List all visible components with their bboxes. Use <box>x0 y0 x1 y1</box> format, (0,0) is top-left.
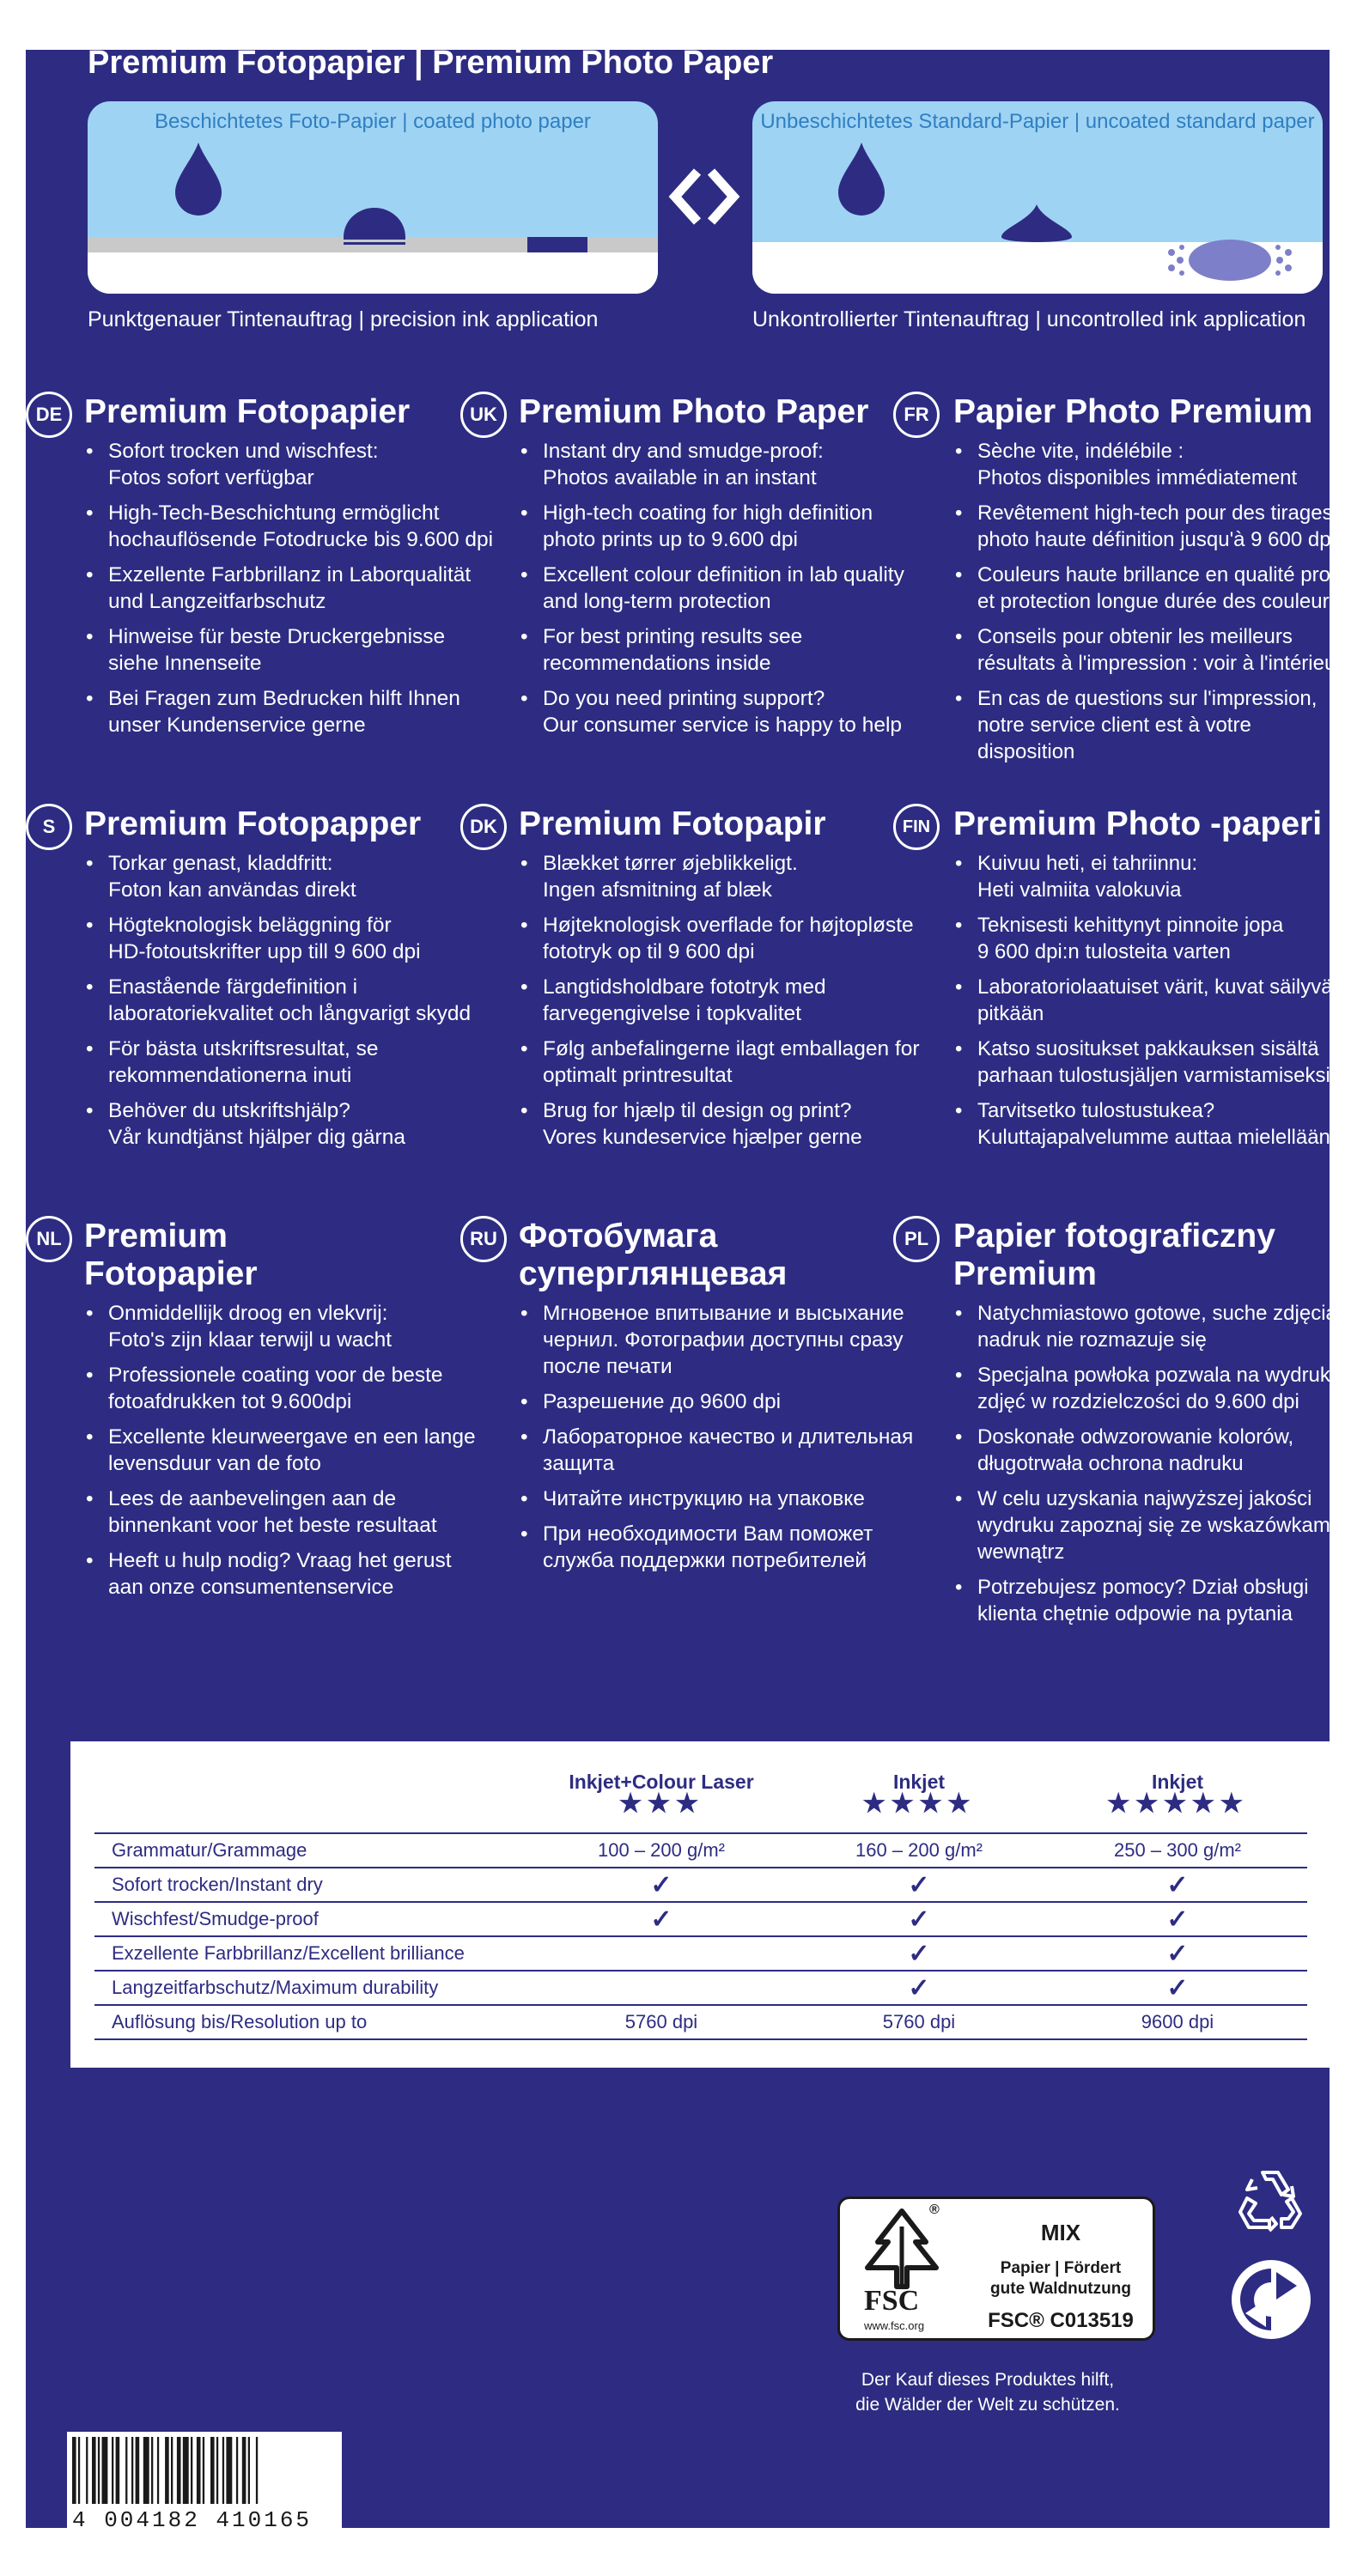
recycling-icon <box>1232 2164 1309 2236</box>
uncoated-paper-caption: Unkontrollierter Tintenauftrag | uncontrolled ink application <box>752 307 1306 331</box>
bullet-list-nl <box>84 1300 476 1609</box>
list-item: • Разрешение до 9600 dpi <box>519 1388 913 1415</box>
barcode-bar <box>236 2437 238 2504</box>
comparison-arrows-icon <box>668 168 740 225</box>
check-icon: ✓ <box>1048 1902 1307 1936</box>
list-item: • Couleurs haute brillance en qualité pro et protection longue durée des couleurs <box>953 562 1342 615</box>
column-header: Inkjet ★★★★★ <box>1048 1771 1307 1833</box>
star-rating: ★★★ <box>618 1789 704 1818</box>
list-item: • Professionele coating voor de beste fotoafdrukken tot 9.600dpi <box>84 1362 476 1415</box>
barcode-bar <box>210 2437 215 2504</box>
list-item: • Kuivuu heti, ei tahriinnu: Heti valmiita valokuvia <box>953 850 1338 903</box>
section-title-dk: Premium Fotopapir <box>519 805 826 842</box>
barcode-bar <box>86 2437 88 2504</box>
list-item: • En cas de questions sur l'impression, notre service client est à votre disposition <box>953 685 1342 765</box>
uncoated-paper-title: Unbeschichtetes Standard-Papier | uncoated standard paper <box>760 110 1315 133</box>
barcode-bar <box>92 2437 96 2504</box>
list-item: • Potrzebujesz pomocy? Dział obsługi klienta chętnie odpowie na pytania <box>953 1574 1343 1627</box>
bullet-list-de <box>84 438 493 747</box>
ink-drop-icon <box>835 141 888 218</box>
list-item: • Katso suositukset pakkauksen sisältä parhaan tulostusjäljen varmistamiseksi <box>953 1036 1338 1089</box>
barcode-bar <box>197 2437 201 2504</box>
barcode-bar <box>78 2437 80 2504</box>
table-cell <box>532 1936 790 1971</box>
ink-dot-on-coating-icon <box>342 206 407 247</box>
table-cell: 5760 dpi <box>532 2005 790 2039</box>
footer-line1: Der Kauf dieses Produktes hilft, <box>861 2370 1115 2390</box>
table-row <box>94 1833 1307 1868</box>
barcode-bar <box>226 2437 232 2504</box>
fsc-mix: MIX <box>1040 2220 1081 2245</box>
uncoated-paper-card <box>752 101 1323 294</box>
page-title: Premium Fotopapier | Premium Photo Paper <box>88 45 774 81</box>
barcode-bar <box>131 2437 133 2504</box>
check-icon: ✓ <box>1048 1936 1307 1971</box>
bullet-list-fin <box>953 850 1338 1159</box>
list-item: • Мгновеное впитывание и высыхание чернил. Фотографии доступны сразу после печати <box>519 1300 913 1380</box>
barcode-bar <box>242 2437 246 2504</box>
list-item: • Teknisesti kehittynyt pinnoite jopa 9 600 dpi:n tulosteita varten <box>953 912 1338 965</box>
list-item: • Excellent colour definition in lab quality and long-term protection <box>519 562 904 615</box>
list-item: • W celu uzyskania najwyższej jakości wydruku zapoznaj się ze wskazówkami wewnątrz <box>953 1485 1343 1565</box>
table-cell <box>532 1971 790 2005</box>
section-title-de: Premium Fotopapier <box>84 393 411 430</box>
list-item: • Instant dry and smudge-proof: Photos available in an instant <box>519 438 904 491</box>
fsc-code: FSC® C013519 <box>988 2309 1134 2332</box>
coated-paper-caption: Punktgenauer Tintenauftrag | precision ink application <box>88 307 599 331</box>
language-badge-uk: UK <box>460 392 507 438</box>
list-item: • Brug for hjælp til design og print? Vores kundeservice hjælper gerne <box>519 1097 920 1151</box>
list-item: • Behöver du utskriftshjälp? Vår kundtjänst hjälper dig gärna <box>84 1097 471 1151</box>
list-item: • Conseils pour obtenir les meilleurs résultats à l'impression : voir à l'intérieur <box>953 623 1342 677</box>
barcode-bars <box>72 2437 347 2512</box>
list-item: • Langtidsholdbare fototryk med farvegengivelse i topkvalitet <box>519 974 920 1027</box>
barcode-bar <box>157 2437 159 2504</box>
row-label: Grammatur/Grammage <box>94 1833 532 1868</box>
barcode-bar <box>102 2437 108 2504</box>
bullet-list-s <box>84 850 471 1159</box>
table-row <box>94 2005 1307 2039</box>
row-label: Auflösung bis/Resolution up to <box>94 2005 532 2039</box>
coated-paper-card <box>88 101 658 294</box>
barcode-bar <box>256 2437 258 2504</box>
registered-mark: ® <box>929 2202 940 2217</box>
list-item: • Doskonałe odwzorowanie kolorów, długotrwała ochrona nadruku <box>953 1424 1343 1477</box>
language-badge-fr: FR <box>893 392 940 438</box>
list-item: • Højteknologisk overflade for højtopløste fototryk op til 9 600 dpi <box>519 912 920 965</box>
bullet-list-uk <box>519 438 904 747</box>
barcode-bar <box>171 2437 173 2504</box>
list-item: • Heeft u hulp nodig? Vraag het gerust aan onze consumentenservice <box>84 1547 476 1601</box>
row-label: Exzellente Farbbrillanz/Excellent brilliance <box>94 1936 532 1971</box>
table-row <box>94 1902 1307 1936</box>
check-icon: ✓ <box>790 1936 1048 1971</box>
list-item: • Hinweise für beste Druckergebnisse siehe Innenseite <box>84 623 493 677</box>
list-item: • Читайте инструкцию на упаковке <box>519 1485 913 1512</box>
product-comparison-table <box>94 1771 1307 2040</box>
barcode-bar <box>72 2437 76 2504</box>
list-item: • For best printing results see recommendations inside <box>519 623 904 677</box>
section-title-fin: Premium Photo -paperi <box>953 805 1323 842</box>
table-cell: 9600 dpi <box>1048 2005 1307 2039</box>
list-item: • Torkar genast, kladdfritt: Foton kan användas direkt <box>84 850 471 903</box>
list-item: • Exzellente Farbbrillanz in Laborqualität und Langzeitfarbschutz <box>84 562 493 615</box>
column-header: Inkjet+Colour Laser ★★★ <box>532 1771 790 1833</box>
list-item: • Do you need printing support? Our consumer service is happy to help <box>519 685 904 738</box>
list-item: • Natychmiastowo gotowe, suche zdjęcia, nadruk nie rozmazuje się <box>953 1300 1343 1353</box>
check-icon: ✓ <box>1048 1868 1307 1902</box>
check-icon: ✓ <box>1048 1971 1307 2005</box>
section-title-ru: Фотобумага суперглянцевая <box>519 1218 788 1292</box>
row-label: Sofort trocken/Instant dry <box>94 1868 532 1902</box>
star-rating: ★★★★ <box>862 1789 976 1818</box>
barcode-bar <box>248 2437 250 2504</box>
bullet-list-dk <box>519 850 920 1159</box>
paper-base <box>88 252 658 294</box>
footer-line2: die Wälder der Welt zu schützen. <box>855 2395 1120 2415</box>
coated-paper-title: Beschichtetes Foto-Papier | coated photo paper <box>155 110 591 133</box>
fsc-text-line1: Papier | Fördert <box>1000 2259 1122 2277</box>
table-header-row <box>94 1771 1307 1833</box>
barcode-bar <box>143 2437 149 2504</box>
barcode-number: 4 004182 410165 <box>72 2507 313 2533</box>
barcode-bar <box>151 2437 153 2504</box>
list-item: • Tarvitsetko tulostustukea? Kuluttajapalvelumme auttaa mielellään <box>953 1097 1338 1151</box>
barcode-bar <box>216 2437 218 2504</box>
section-title-fr: Papier Photo Premium <box>953 393 1313 430</box>
check-icon: ✓ <box>790 1868 1048 1902</box>
table-header-empty <box>94 1771 532 1833</box>
ink-drop-spreading-icon <box>998 203 1075 247</box>
section-title-uk: Premium Photo Paper <box>519 393 869 430</box>
language-badge-ru: RU <box>460 1216 507 1262</box>
list-item: • Enastående färgdefinition i laboratoriekvalitet och långvarigt skydd <box>84 974 471 1027</box>
bullet-list-fr <box>953 438 1342 774</box>
green-dot-icon <box>1228 2257 1314 2342</box>
list-item: • För bästa utskriftsresultat, se rekommendationerna inuti <box>84 1036 471 1089</box>
star-rating: ★★★★★ <box>1106 1789 1249 1818</box>
language-badge-fin: FIN <box>893 804 940 850</box>
footer-note <box>773 2367 1202 2417</box>
fsc-logo-text: FSC <box>864 2285 920 2317</box>
table-row <box>94 1971 1307 2005</box>
table-cell: 5760 dpi <box>790 2005 1048 2039</box>
bullet-list-pl <box>953 1300 1343 1636</box>
list-item: • При необходимости Вам поможет служба поддержки потребителей <box>519 1521 913 1574</box>
section-title-nl: Premium Fotopapier <box>84 1218 258 1292</box>
list-item: • Laboratoriolaatuiset värit, kuvat säilyvät pitkään <box>953 974 1338 1027</box>
fsc-label <box>837 2196 1155 2341</box>
ink-drop-icon <box>172 141 225 218</box>
barcode-bar <box>177 2437 181 2504</box>
list-item: • Blækket tørrer øjeblikkeligt. Ingen afsmitning af blæk <box>519 850 920 903</box>
table-cell: 160 – 200 g/m² <box>790 1833 1048 1868</box>
list-item: • Excellente kleurweergave en een lange levensduur van de foto <box>84 1424 476 1477</box>
table-row <box>94 1868 1307 1902</box>
barcode-bar <box>136 2437 140 2504</box>
barcode-bar <box>183 2437 189 2504</box>
list-item: • Bei Fragen zum Bedrucken hilft Ihnen unser Kundenservice gerne <box>84 685 493 738</box>
barcode-bar <box>116 2437 120 2504</box>
list-item: • Lees de aanbevelingen aan de binnenkant voor het beste resultaat <box>84 1485 476 1539</box>
table-cell: 100 – 200 g/m² <box>532 1833 790 1868</box>
barcode-bar <box>191 2437 192 2504</box>
list-item: • Sofort trocken und wischfest: Fotos sofort verfügbar <box>84 438 493 491</box>
fsc-text-line2: gute Waldnutzung <box>990 2280 1131 2298</box>
check-icon: ✓ <box>532 1902 790 1936</box>
ink-absorbed-mark <box>527 237 587 252</box>
column-header: Inkjet ★★★★ <box>790 1771 1048 1833</box>
list-item: • Sèche vite, indélébile : Photos disponibles immédiatement <box>953 438 1342 491</box>
list-item: • Лабораторное качество и длительная защита <box>519 1424 913 1477</box>
check-icon: ✓ <box>532 1868 790 1902</box>
language-badge-de: DE <box>26 392 72 438</box>
fsc-url: www.fsc.org <box>864 2319 925 2332</box>
table-cell: 250 – 300 g/m² <box>1048 1833 1307 1868</box>
barcode-bar <box>112 2437 113 2504</box>
list-item: • High-Tech-Beschichtung ermöglicht hochauflösende Fotodrucke bis 9.600 dpi <box>84 500 493 553</box>
language-badge-dk: DK <box>460 804 507 850</box>
fsc-tree-icon <box>852 2208 952 2290</box>
row-label: Langzeitfarbschutz/Maximum durability <box>94 1971 532 2005</box>
language-badge-s: S <box>26 804 72 850</box>
check-icon: ✓ <box>790 1971 1048 2005</box>
barcode-bar <box>203 2437 204 2504</box>
list-item: • High-tech coating for high definition photo prints up to 9.600 dpi <box>519 500 904 553</box>
row-label: Wischfest/Smudge-proof <box>94 1902 532 1936</box>
ink-bleed-icon <box>1161 232 1299 289</box>
list-item: • Onmiddellijk droog en vlekvrij: Foto's zijn klaar terwijl u wacht <box>84 1300 476 1353</box>
section-title-s: Premium Fotopapper <box>84 805 422 842</box>
list-item: • Högteknologisk beläggning för HD-fotoutskrifter upp till 9 600 dpi <box>84 912 471 965</box>
table-row <box>94 1936 1307 1971</box>
barcode-bar <box>98 2437 100 2504</box>
barcode-bar <box>165 2437 169 2504</box>
check-icon: ✓ <box>790 1902 1048 1936</box>
language-badge-pl: PL <box>893 1216 940 1262</box>
barcode-bar <box>125 2437 127 2504</box>
language-badge-nl: NL <box>26 1216 72 1262</box>
list-item: • Revêtement high-tech pour des tirages photo haute définition jusqu'à 9 600 dpi <box>953 500 1342 553</box>
list-item: • Følg anbefalingerne ilagt emballagen for optimalt printresultat <box>519 1036 920 1089</box>
barcode-bar <box>222 2437 224 2504</box>
list-item: • Specjalna powłoka pozwala na wydruk zdjęć w rozdzielczości do 9.600 dpi <box>953 1362 1343 1415</box>
bullet-list-ru <box>519 1300 913 1583</box>
section-title-pl: Papier fotograficzny Premium <box>953 1218 1275 1292</box>
